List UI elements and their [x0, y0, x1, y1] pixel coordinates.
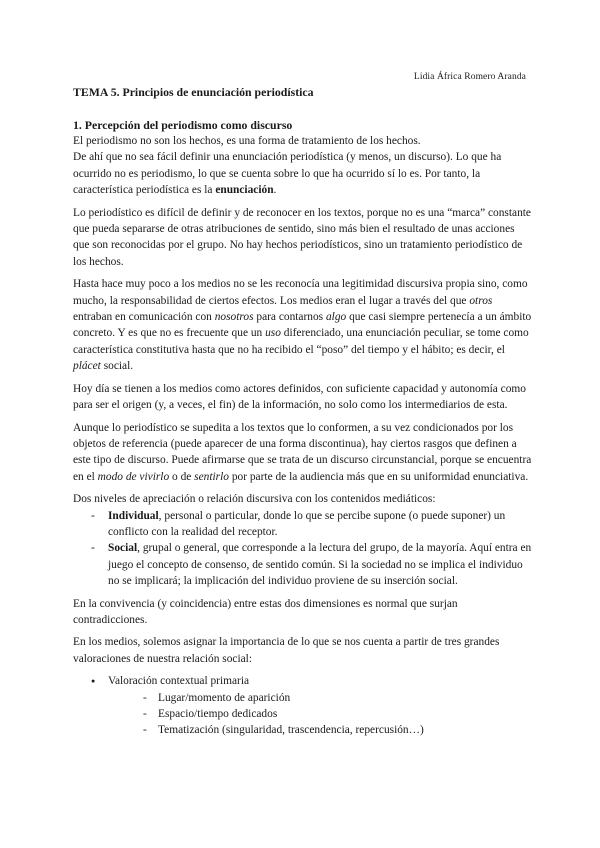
- document-body: [73, 84, 533, 739]
- list-item: - Lugar/momento de aparición: [143, 690, 533, 706]
- level-text: , personal o particular, donde lo que se percibe supone (o puede suponer) un conflicto con la realidad del receptor.: [108, 509, 506, 538]
- valoracion-sublist: [108, 690, 533, 739]
- p5-italic-vivirlo: modo de vivirlo: [97, 470, 170, 483]
- list-item: - Tematización (singularidad, trascendencia, repercusión…): [143, 722, 533, 738]
- level-term: Individual: [108, 509, 159, 522]
- p3-italic-uso: uso: [265, 327, 281, 340]
- valoracion-label: Valoración contextual primaria: [108, 675, 250, 688]
- list-item: [91, 540, 533, 589]
- p3-text-g: que casi siempre pertenecía a un ámbito concreto. Y es que no es frecuente que un: [73, 311, 532, 340]
- p3-italic-nosotros: nosotros: [214, 311, 254, 324]
- paragraph-2: Lo periodístico es difícil de definir y de reconocer en los textos, porque no es una “marca” constante que pueda separarse de otras atribuciones de sentido, sino más bien el resultado de unas acciones que son reconocidas por el grupo. No hay hechos periodísticos, sino un tratamiento periodístico de los hechos.: [73, 206, 531, 268]
- paragraph-1-line-1: El periodismo no son los hechos, es una forma de tratamiento de los hechos.: [73, 135, 421, 147]
- paragraph-5: [73, 420, 533, 486]
- list-item: [91, 508, 533, 541]
- p3-italic-otros: otros: [469, 294, 493, 307]
- p3-text-c: entraban en comunicación con: [73, 311, 215, 324]
- p3-text-e: para contarnos: [253, 311, 326, 324]
- list-item: [91, 673, 533, 739]
- section-heading: 1. Percepción del periodismo como discurso: [73, 118, 293, 132]
- paragraph-7: En la convivencia (y coincidencia) entre estas dos dimensiones es normal que surjan contradicciones.: [73, 597, 458, 626]
- paragraph-6: Dos niveles de apreciación o relación discursiva con los contenidos mediáticos:: [73, 493, 436, 506]
- p3-text-a: Hasta hace muy poco a los medios no se les reconocía una legitimidad discursiva propia sino, como mucho, la responsabilidad de ciertos efectos. Los medios eran el lugar a través del que: [73, 278, 528, 307]
- p3-italic-placet: plácet: [73, 360, 101, 373]
- p5-text-a: Aunque lo periodístico se supedita a los textos que lo conformen, a su vez condicionados por los objetos de referencia (puede aparecer de una forma discontinua), hay ciertos rasgos que definen a este tipo de discurso. Puede afirmarse que se trata de un discurso circunstancial, porque se encuentra en el: [73, 421, 532, 483]
- p3-text-i: diferenciado, una enunciación peculiar, se tome como característica constitutiva hasta que no ha recibido el “poso” del tiempo y el hábito; es decir, el: [73, 327, 529, 356]
- list-item: - Espacio/tiempo dedicados: [143, 706, 533, 722]
- paragraph-1: [73, 149, 533, 198]
- p3-italic-algo: algo: [325, 311, 347, 324]
- levels-list: [73, 508, 533, 590]
- paragraph-4: Hoy día se tienen a los medios como actores definidos, con suficiente capacidad y autonomía como para ser el origen (y, a veces, el fin) de la información, no solo como los intermediarios de esta.: [73, 382, 526, 412]
- paragraph-1-text: De ahí que no sea fácil definir una enunciación periodística (y menos, un discurso). Lo que ha ocurrido no es periodismo, lo que se cuenta sobre lo que ha ocurrido sí lo es. Por tanto, la característica periodística es la: [73, 151, 502, 197]
- p5-italic-sentirlo: sentirlo: [194, 470, 229, 483]
- paragraph-1-emphasis: enunciación: [215, 184, 274, 197]
- paragraph-8: En los medios, solemos asignar la importancia de lo que se nos cuenta a partir de tres grandes valoraciones de nuestra relación social:: [73, 636, 500, 665]
- valoraciones-list: [73, 673, 533, 739]
- p5-text-e: por parte de la audiencia más que en su uniformidad enunciativa.: [228, 470, 529, 483]
- level-text: , grupal o general, que corresponde a la lectura del grupo, de la mayoría. Aquí entra en juego el concepto de consenso, de sentido común. Si la sociedad no se implica el individuo no se implicará; la implicación del individuo proviene de su inserción social.: [108, 542, 532, 588]
- p5-text-c: o de: [169, 470, 195, 483]
- paragraph-3: [73, 276, 533, 374]
- page-title: TEMA 5. Principios de enunciación periodística: [73, 85, 314, 99]
- paragraph-1-end: .: [273, 184, 277, 197]
- author-name: Lidia África Romero Aranda: [413, 72, 526, 82]
- level-term: Social: [108, 542, 138, 555]
- p3-text-k: social.: [100, 360, 134, 373]
